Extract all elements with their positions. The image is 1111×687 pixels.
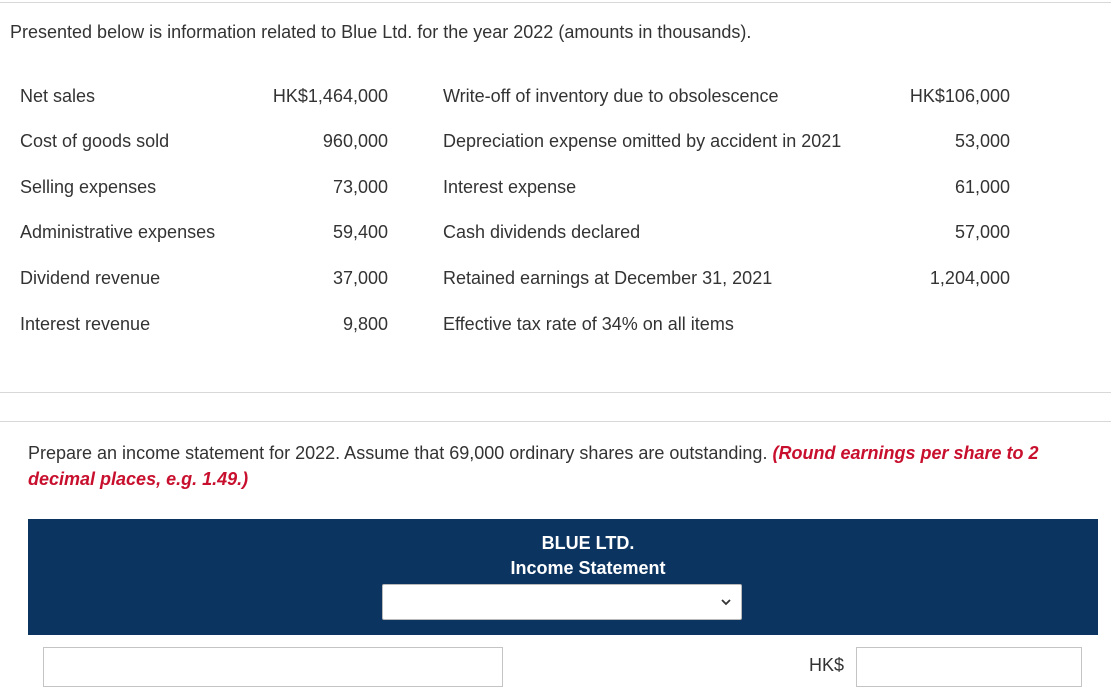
section-divider bbox=[0, 392, 1111, 393]
row-value: 1,204,000 bbox=[929, 268, 1010, 288]
row-value: 53,000 bbox=[954, 131, 1010, 151]
row-value: 9,800 bbox=[342, 314, 388, 334]
chevron-down-icon bbox=[719, 595, 733, 609]
row-label: Write-off of inventory due to obsolescence bbox=[443, 86, 779, 106]
amount-input[interactable] bbox=[856, 647, 1082, 687]
problem-intro: Presented below is information related to Blue Ltd. for the year 2022 (amounts in thousands). bbox=[10, 22, 752, 42]
instructions bbox=[28, 440, 1068, 492]
data-row bbox=[0, 131, 1111, 177]
data-row bbox=[0, 86, 1111, 132]
row-value: 59,400 bbox=[332, 222, 388, 242]
statement-title: Income Statement bbox=[510, 558, 666, 578]
row-value: HK$106,000 bbox=[909, 86, 1010, 106]
instructions-text: Prepare an income statement for 2022. Assume that 69,000 ordinary shares are outstanding. bbox=[28, 443, 768, 463]
row-value: 37,000 bbox=[332, 268, 388, 288]
data-row bbox=[0, 177, 1111, 223]
statement-title-row bbox=[28, 558, 1098, 579]
row-label: Depreciation expense omitted by accident in 2021 bbox=[443, 131, 842, 151]
data-row bbox=[0, 222, 1111, 268]
row-label: Dividend revenue bbox=[20, 268, 161, 288]
period-select[interactable] bbox=[382, 584, 742, 620]
row-label: Administrative expenses bbox=[20, 222, 216, 242]
rounding-hint: (Round earnings per share to 2 decimal places, e.g. 1.49.) bbox=[28, 443, 1039, 489]
data-row bbox=[0, 314, 1111, 360]
company-name-row bbox=[28, 533, 1098, 554]
row-value: HK$1,464,000 bbox=[272, 86, 388, 106]
row-value: 61,000 bbox=[954, 177, 1010, 197]
line-item-input[interactable] bbox=[43, 647, 503, 687]
section-divider bbox=[0, 421, 1111, 422]
currency-label: HK$ bbox=[809, 655, 845, 675]
row-value: 73,000 bbox=[332, 177, 388, 197]
row-label: Effective tax rate of 34% on all items bbox=[443, 314, 734, 334]
top-divider bbox=[0, 2, 1111, 3]
row-label: Interest expense bbox=[443, 177, 577, 197]
row-label: Net sales bbox=[20, 86, 96, 106]
row-value: 57,000 bbox=[954, 222, 1010, 242]
row-label: Interest revenue bbox=[20, 314, 151, 334]
row-label: Retained earnings at December 31, 2021 bbox=[443, 268, 773, 288]
row-label: Selling expenses bbox=[20, 177, 157, 197]
statement-header bbox=[28, 519, 1098, 635]
company-name: BLUE LTD. bbox=[541, 533, 635, 553]
data-row bbox=[0, 268, 1111, 314]
row-value: 960,000 bbox=[322, 131, 388, 151]
row-label: Cost of goods sold bbox=[20, 131, 170, 151]
row-label: Cash dividends declared bbox=[443, 222, 641, 242]
